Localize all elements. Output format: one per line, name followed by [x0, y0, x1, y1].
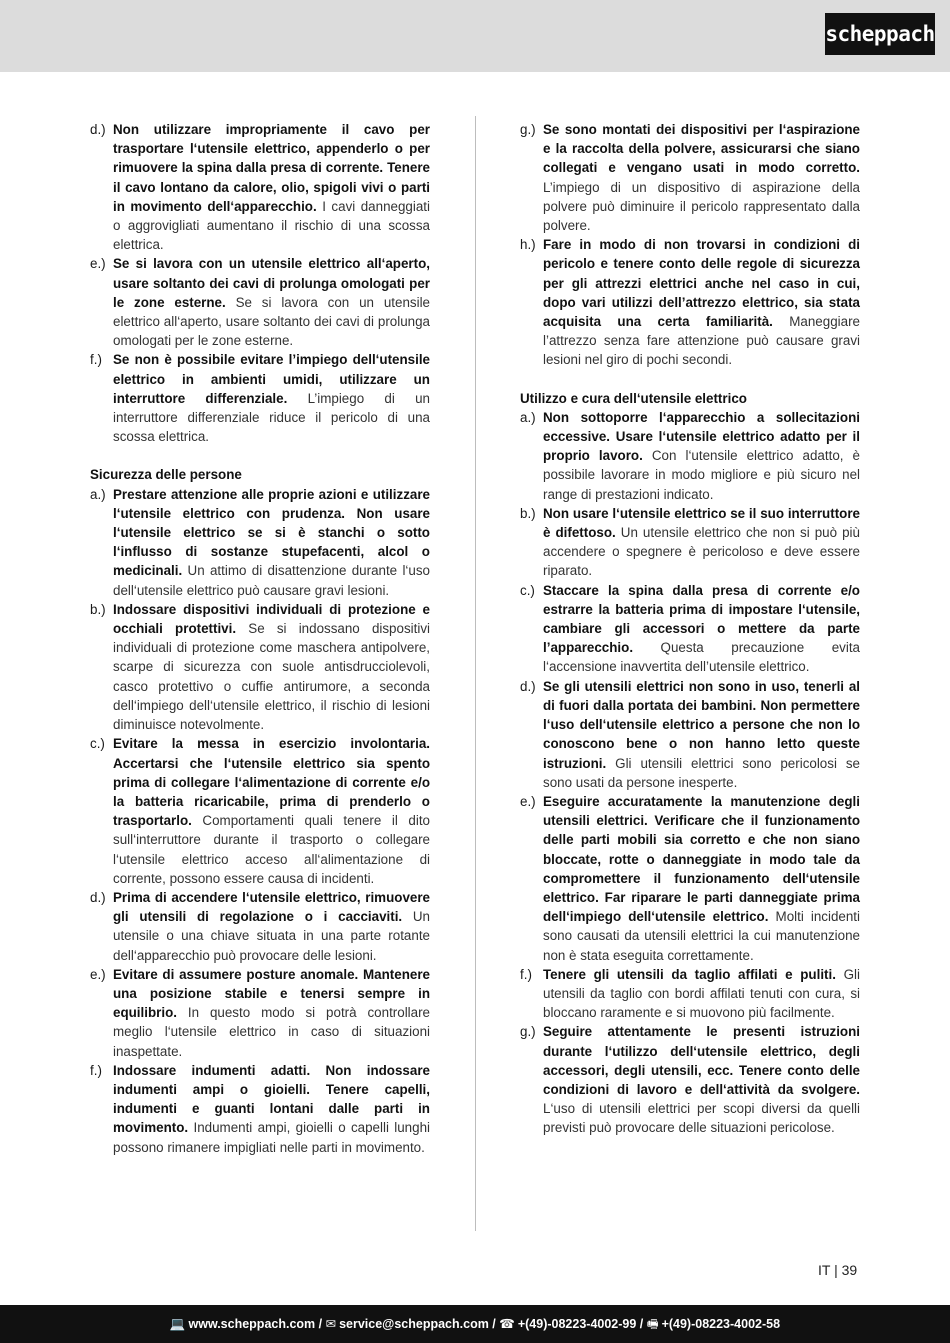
header-band: [0, 0, 950, 72]
item-bold-text: Eseguire accuratamente la manutenzione degli utensili elettrici. Verificare che il funzionamento delle parti mobili sia corretto e che non siano bloccate, rotte o danneggiate in modo tale da compromettere il funzionamento dell‘utensile elettrico. Far riparare le parti danneggiate prima dell‘impiego dell‘utensile elettrico.: [543, 793, 860, 925]
item-bold-text: Non sottoporre l‘apparecchio a sollecitazioni eccessive. Usare l‘utensile elettrico adatto per il proprio lavoro.: [543, 409, 860, 464]
item-marker: b.): [520, 505, 536, 521]
fax-icon: 🖷: [646, 1317, 659, 1331]
item-bold-text: Prima di accendere l‘utensile elettrico, rimuovere gli utensili di regolazione o i cacciaviti.: [113, 889, 430, 925]
item-plain-text: Un attimo di disattenzione durante l‘uso dell‘utensile elettrico può causare gravi lesioni.: [113, 563, 430, 598]
item-marker: f.): [90, 1062, 102, 1078]
right-items: [520, 120, 860, 370]
item-plain-text: Maneggiare l’attrezzo senza fare attenzione può causare gravi lesioni nel giro di pochi secondi.: [543, 314, 860, 368]
list-item: [90, 888, 430, 965]
item-bold-text: Non usare l‘utensile elettrico se il suo interruttore è difettoso.: [543, 505, 860, 541]
item-plain-text: Gli utensili elettrici sono pericolosi se sono usati da persone inesperte.: [543, 755, 860, 790]
list-item: [520, 1022, 860, 1137]
item-text: [543, 677, 860, 792]
item-bold-text: Fare in modo di non trovarsi in condizioni di pericolo e tenere conto delle regole di sicurezza per gli attrezzi elettrici anche nel caso in cui, dopo vari utilizzi dell’attrezzo elettrico, sia stata acquisita una certa familiarità.: [543, 237, 860, 330]
item-text: [543, 792, 860, 965]
item-text: [543, 1022, 860, 1137]
list-item: [520, 581, 860, 677]
item-text: [543, 120, 860, 235]
right-column: [520, 120, 860, 1138]
list-item: [90, 254, 430, 350]
footer-phone: +(49)-08223-4002-99: [517, 1317, 637, 1331]
footer-email-link[interactable]: service@scheppach.com: [339, 1317, 489, 1331]
item-marker: g.): [520, 122, 536, 137]
item-bold-text: Se sono montati dei dispositivi per l‘aspirazione e la raccolta della polvere, assicurarsi che siano collegati e vengano usati in modo corretto.: [543, 122, 860, 176]
mail-icon: ✉: [325, 1317, 337, 1331]
item-plain-text: Se si indossano dispositivi individuali di protezione come maschera antipolvere, scarpe di sicurezza con suole antisdrucciolevoli, casco protettivo o cuffie antirumore, a seconda dell‘impiego dell‘utensile elettrico, il rischio di lesioni diminuisce notevolmente.: [113, 621, 430, 733]
list-item: [520, 677, 860, 792]
item-text: [113, 734, 430, 888]
item-marker: e.): [90, 966, 106, 982]
item-marker: d.): [90, 889, 106, 905]
list-item: [90, 965, 430, 1061]
list-item: [90, 600, 430, 734]
page-number: IT | 39: [818, 1262, 858, 1278]
item-text: [543, 235, 860, 369]
item-plain-text: Con l‘utensile elettrico adatto, è possibile lavorare in modo migliore e più sicuro nel range di prestazioni indicato.: [543, 448, 860, 502]
item-bold-text: Tenere gli utensili da taglio affilati e puliti.: [543, 966, 836, 982]
item-bold-text: Evitare la messa in esercizio involontaria. Accertarsi che l‘utensile elettrico sia spento prima di collegare l‘alimentazione di corrente e/o la batteria ricaricabile, prima di prenderlo o trasportarlo.: [113, 736, 430, 829]
item-bold-text: Indossare dispositivi individuali di protezione e occhiali protettivi.: [113, 601, 430, 637]
item-marker: d.): [520, 678, 536, 694]
item-text: [113, 485, 430, 600]
item-bold-text: Prestare attenzione alle proprie azioni e utilizzare l‘utensile elettrico con prudenza. Non usare l‘utensile elettrico se si è stanchi o sotto l‘influsso di sostanze stupefacenti, alcol o medicinali.: [113, 486, 430, 579]
footer-separator: /: [315, 1317, 326, 1331]
item-plain-text: L’impiego di un interruttore differenziale riduce il pericolo di una scossa elettrica.: [113, 390, 430, 445]
item-text: [113, 600, 430, 734]
item-marker: b.): [90, 601, 106, 617]
item-marker: h.): [520, 237, 536, 253]
item-plain-text: L‘uso di utensili elettrici per scopi diversi da quelli previsti può provocare delle situazioni pericolose.: [543, 1101, 860, 1136]
item-bold-text: Non utilizzare impropriamente il cavo per trasportare l‘utensile elettrico, appenderlo o per rimuovere la spina dalla presa di corrente. Tenere il cavo lontano da calore, olio, spigoli vivi o parti in movimento dell‘apparecchio.: [113, 122, 430, 214]
item-plain-text: Indumenti ampi, gioielli o capelli lunghi possono rimanere impigliati nelle parti in movimento.: [113, 1120, 430, 1155]
item-plain-text: Un utensile o una chiave situata in una parte rotante dell‘apparecchio può provocare delle lesioni.: [113, 909, 430, 963]
computer-icon: 💻: [169, 1317, 186, 1331]
item-plain-text: Un utensile elettrico che non si può più accendere o spegnere è pericoloso e deve essere riparato.: [543, 525, 860, 579]
item-text: [543, 581, 860, 677]
list-item: [520, 965, 860, 1023]
section-title: Sicurezza delle persone: [90, 467, 242, 483]
item-marker: f.): [520, 966, 532, 982]
item-marker: c.): [90, 736, 105, 752]
item-marker: c.): [520, 582, 535, 598]
item-bold-text: Se non è possibile evitare l’impiego dell‘utensile elettrico in ambienti umidi, utilizzare un interruttore differenziale.: [113, 352, 430, 406]
item-text: [113, 254, 430, 350]
left-column: [90, 120, 430, 1157]
item-marker: e.): [520, 793, 536, 809]
item-text: [113, 1061, 430, 1157]
list-item: [90, 734, 430, 888]
footer-fax: +(49)-08223-4002-58: [661, 1317, 781, 1331]
item-marker: g.): [520, 1024, 536, 1040]
item-marker: a.): [520, 409, 536, 425]
left-items: [90, 120, 430, 446]
item-text: [113, 965, 430, 1061]
item-bold-text: Staccare la spina dalla presa di corrente e/o estrarre la batteria prima di impostare l‘utensile, cambiare gli accessori o mettere da parte l’apparecchio.: [543, 582, 860, 656]
list-item: [90, 350, 430, 446]
item-plain-text: Questa precauzione evita l‘accensione inavvertita dell’utensile elettrico.: [543, 640, 860, 675]
item-plain-text: L’impiego di un dispositivo di aspirazione della polvere può diminuire il pericolo rappresentato dalla polvere.: [543, 179, 860, 234]
item-marker: e.): [90, 256, 106, 272]
item-bold-text: Evitare di assumere posture anomale. Mantenere una posizione stabile e tenersi sempre in equilibrio.: [113, 966, 430, 1021]
item-plain-text: Se si lavora con un utensile elettrico all‘aperto, usare soltanto dei cavi di prolunga omologati per le zone esterne.: [113, 294, 430, 349]
list-item: [520, 792, 860, 965]
item-text: [113, 350, 430, 446]
list-item: [90, 485, 430, 600]
footer-separator: /: [636, 1317, 647, 1331]
item-bold-text: Se si lavora con un utensile elettrico all‘aperto, usare soltanto dei cavi di prolunga omologati per le zone esterne.: [113, 256, 430, 310]
item-plain-text: Gli utensili da taglio con bordi affilati tenuti con cura, si bloccano raramente e si muovono più facilmente.: [543, 966, 860, 1021]
item-plain-text: Molti incidenti sono causati da utensili elettrici la cui manutenzione non è stata eseguita correttamente.: [543, 909, 861, 963]
item-text: [543, 408, 860, 504]
item-plain-text: In questo modo si potrà controllare meglio l‘utensile elettrico in caso di situazioni inaspettate.: [113, 1005, 430, 1059]
section-items: [520, 408, 860, 1138]
section-title: Utilizzo e cura dell‘utensile elettrico: [520, 390, 747, 406]
column-divider: [475, 116, 476, 1231]
footer-website-link[interactable]: www.scheppach.com: [188, 1317, 316, 1331]
list-item: [90, 1061, 430, 1157]
footer-separator: /: [488, 1317, 500, 1331]
item-text: [543, 504, 860, 581]
item-bold-text: Se gli utensili elettrici non sono in uso, tenerli al di fuori dalla portata dei bambini. Non permettere l‘uso dell‘utensile elettrico a persone che non lo conoscono bene o non hanno letto queste istruzioni.: [543, 678, 860, 771]
list-item: [520, 235, 860, 369]
item-plain-text: I cavi danneggiati o aggrovigliati aumentano il rischio di una scossa elettrica.: [113, 198, 430, 253]
phone-icon: ☎: [499, 1317, 515, 1331]
item-text: [113, 888, 430, 965]
list-item: [520, 120, 860, 235]
item-bold-text: Indossare indumenti adatti. Non indossare indumenti ampi o gioielli. Tenere capelli, indumenti e guanti lontani dalle parti in movimento.: [113, 1062, 430, 1136]
section-items: [90, 485, 430, 1157]
item-plain-text: Comportamenti quali tenere il dito sull‘interruttore durante il trasporto o collegare l‘utensile elettrico acceso all‘alimentazione di corrente, possono essere causa di incidenti.: [113, 813, 430, 886]
scheppach-logo: scheppach: [825, 13, 935, 55]
item-bold-text: Seguire attentamente le presenti istruzioni durante l‘utilizzo dell‘utensile elettrico, degli accessori, degli utensili, ecc. Tenere conto delle condizioni di lavoro e dell‘attività da svolgere.: [543, 1024, 860, 1097]
item-marker: a.): [90, 486, 106, 502]
list-item: [520, 504, 860, 581]
item-text: [113, 120, 430, 254]
list-item: [90, 120, 430, 254]
item-text: [543, 965, 860, 1023]
list-item: [520, 408, 860, 504]
item-marker: f.): [90, 352, 102, 368]
footer-band: [0, 1305, 950, 1343]
item-marker: d.): [90, 122, 106, 137]
